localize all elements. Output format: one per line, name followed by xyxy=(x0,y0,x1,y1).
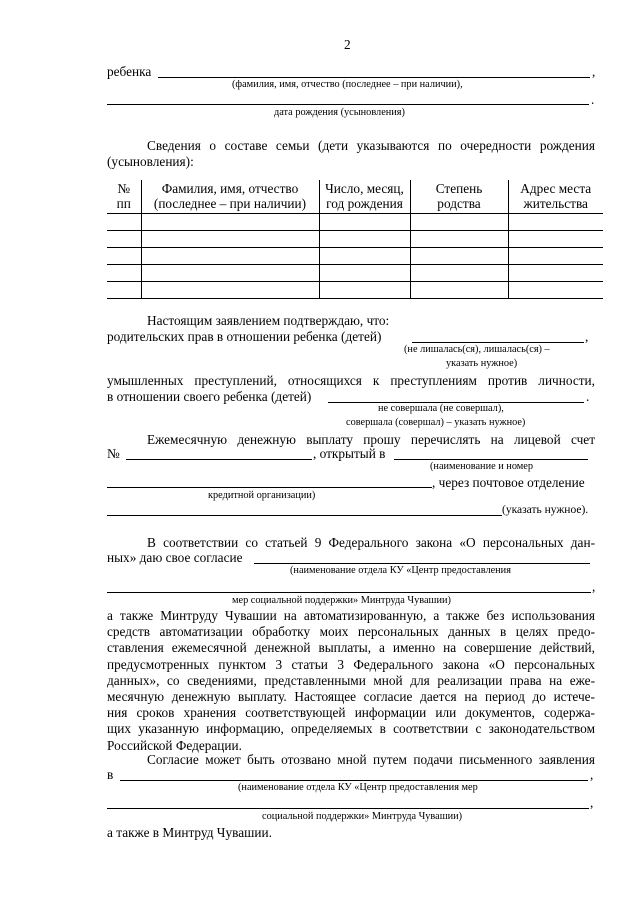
child-birth-hint: дата рождения (усыновления) xyxy=(274,107,405,118)
family-table xyxy=(107,180,603,299)
table-cell[interactable] xyxy=(410,282,508,299)
col-relation: Степень родства xyxy=(410,180,508,214)
table-cell[interactable] xyxy=(141,231,319,248)
crimes-hint-1: не совершала (не совершал), xyxy=(378,403,504,414)
consent-body-line: Российской Федерации. xyxy=(107,737,242,753)
table-cell[interactable] xyxy=(319,248,410,265)
table-row xyxy=(107,282,603,299)
confirm-intro: Настоящим заявлением подтверждаю, что: xyxy=(147,313,390,328)
table-cell[interactable] xyxy=(141,265,319,282)
table-row xyxy=(107,265,603,282)
table-cell[interactable] xyxy=(508,265,603,282)
child-birth-period: . xyxy=(591,92,595,107)
table-cell[interactable] xyxy=(141,282,319,299)
revoke-hint-1: (наименование отдела КУ «Центр предоставления мер xyxy=(238,782,478,793)
family-table-header xyxy=(107,180,603,214)
post-office-field[interactable] xyxy=(107,515,502,516)
revoke-dept-field-2[interactable] xyxy=(107,808,589,809)
table-cell[interactable] xyxy=(410,265,508,282)
crimes-line-1: умышленных преступлений, относящихся к преступлениям против личности, xyxy=(107,373,595,388)
table-row xyxy=(107,248,603,265)
consent-dept-comma: , xyxy=(592,579,596,594)
revoke-final: а также в Минтруд Чувашии. xyxy=(107,825,272,840)
payment-line-1: Ежемесячную денежную выплату прошу перечислять на лицевой счет xyxy=(147,432,595,447)
table-cell[interactable] xyxy=(410,248,508,265)
bank-name-field-2[interactable] xyxy=(107,487,432,488)
table-cell[interactable] xyxy=(508,248,603,265)
table-cell[interactable] xyxy=(319,265,410,282)
consent-body xyxy=(107,608,595,754)
consent-text xyxy=(107,535,595,551)
table-cell[interactable] xyxy=(319,231,410,248)
revoke-comma-1: , xyxy=(590,767,594,782)
child-birth-field[interactable] xyxy=(107,104,589,105)
table-cell[interactable] xyxy=(319,282,410,299)
rights-hint-2: указать нужное) xyxy=(446,358,518,369)
family-intro-line2: (усыновления): xyxy=(107,154,194,170)
page-number: 2 xyxy=(344,37,351,52)
bank-hint-1: (наименование и номер xyxy=(430,461,534,472)
revoke-comma-2: , xyxy=(590,795,594,810)
consent-dept-field[interactable] xyxy=(254,563,590,564)
table-row xyxy=(107,214,603,231)
rights-comma: , xyxy=(585,329,589,344)
revoke-dept-field[interactable] xyxy=(120,780,588,781)
table-cell[interactable] xyxy=(107,282,141,299)
rights-label: родительских прав в отношении ребенка (детей) xyxy=(107,329,382,344)
crimes-line-2: в отношении своего ребенка (детей) xyxy=(107,389,312,404)
child-name-hint: (фамилия, имя, отчество (последнее – при наличии), xyxy=(232,79,463,90)
col-birth-date: Число, месяц, год рождения xyxy=(319,180,410,214)
table-cell[interactable] xyxy=(141,248,319,265)
rights-hint-1: (не лишалась(ся), лишалась(ся) – xyxy=(404,344,550,355)
consent-line-1: В соответствии со статьей 9 Федерального закона «О персональных дан- xyxy=(147,535,595,550)
consent-body-line: месячную денежную выплату. Настоящее согласие дается на период до истече- xyxy=(107,689,595,705)
crimes-text xyxy=(107,373,595,389)
choose-hint: (указать нужное). xyxy=(502,504,589,516)
consent-dept-field-2[interactable] xyxy=(107,592,591,593)
opened-in-label: , открытый в xyxy=(313,446,386,461)
col-address: Адрес места жительства xyxy=(508,180,603,214)
bank-hint-2: кредитной организации) xyxy=(208,490,316,501)
account-number-sign: № xyxy=(107,446,120,461)
crimes-period: . xyxy=(586,389,590,404)
table-cell[interactable] xyxy=(410,214,508,231)
consent-body-line: данных», со сведениями, представленными мной для реализации права на еже- xyxy=(107,672,595,688)
rights-field[interactable] xyxy=(412,342,584,343)
table-cell[interactable] xyxy=(508,282,603,299)
table-cell[interactable] xyxy=(107,214,141,231)
consent-body-line: средств автоматизации обработку моих персональных данных в целях предо- xyxy=(107,624,595,640)
account-number-field[interactable] xyxy=(126,459,312,460)
table-cell[interactable] xyxy=(508,214,603,231)
revoke-in: в xyxy=(107,767,114,782)
table-cell[interactable] xyxy=(410,231,508,248)
consent-body-line: предусмотренных пунктом 3 статьи 3 Федерального закона «О персональных xyxy=(107,656,595,672)
consent-body-line: а также Минтруду Чувашии на автоматизированную, а также без использования xyxy=(107,608,595,623)
family-intro-line1: Сведения о составе семьи (дети указываются по очередности рождения xyxy=(147,138,595,153)
table-cell[interactable] xyxy=(107,265,141,282)
col-full-name: Фамилия, имя, отчество (последнее – при наличии) xyxy=(141,180,319,214)
table-cell[interactable] xyxy=(107,248,141,265)
consent-dept-hint-2: мер социальной поддержки» Минтруда Чувашии) xyxy=(232,595,451,606)
post-office-label: , через почтовое отделение xyxy=(432,475,585,490)
child-label: ребенка xyxy=(107,64,152,79)
bank-name-field[interactable] xyxy=(394,459,588,460)
table-row xyxy=(107,231,603,248)
table-cell[interactable] xyxy=(319,214,410,231)
consent-dept-hint-1: (наименование отдела КУ «Центр предоставления xyxy=(290,565,511,576)
revoke-text xyxy=(107,752,595,768)
consent-body-line: ния сроков хранения соответствующей информации или документов, содержа- xyxy=(107,705,595,721)
revoke-hint-2: социальной поддержки» Минтруда Чувашии) xyxy=(262,811,463,822)
col-number: № пп xyxy=(107,180,141,214)
table-cell[interactable] xyxy=(141,214,319,231)
revoke-line-1: Согласие может быть отозвано мной путем подачи письменного заявления xyxy=(147,752,595,767)
child-name-comma: , xyxy=(592,64,596,79)
table-cell[interactable] xyxy=(508,231,603,248)
consent-body-line: щих указанную информацию, определяемых в соответствии с законодательством xyxy=(107,721,595,737)
table-cell[interactable] xyxy=(107,231,141,248)
consent-body-line: ставления ежемесячной денежной выплаты, а именно на совершение действий, xyxy=(107,640,595,656)
consent-line-2: ных» даю свое согласие xyxy=(107,550,243,565)
child-name-field[interactable] xyxy=(158,77,590,78)
family-intro xyxy=(107,138,595,170)
crimes-hint-2: совершала (совершал) – указать нужное) xyxy=(346,417,526,428)
